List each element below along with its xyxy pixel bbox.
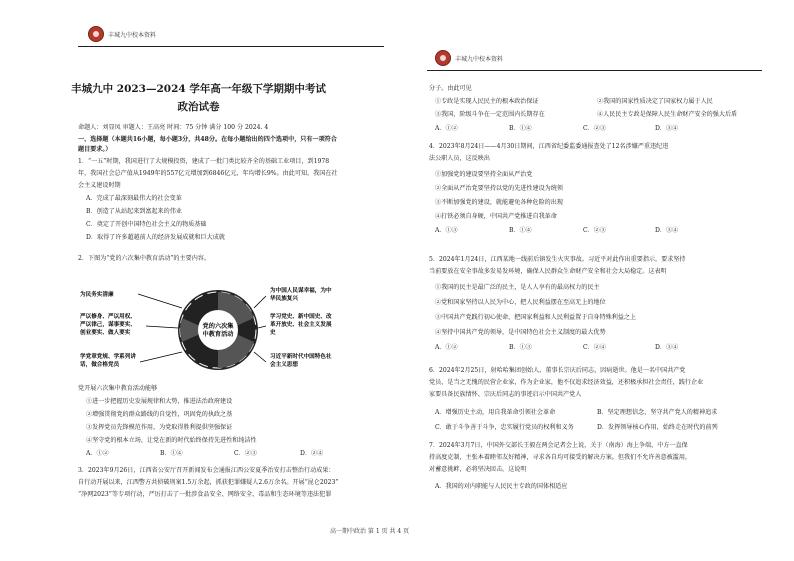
q3-option-c: C．②③ — [583, 125, 606, 132]
q4-option-d: D．③④ — [655, 227, 679, 234]
stamp-label: 丰城九中校本资料 — [455, 55, 504, 63]
q5-option-d: D．③④ — [655, 344, 679, 351]
page-footer: 高一期中政治 第 1 页 共 4 页 — [330, 528, 410, 535]
section-heading-cont: 题目要求。） — [78, 146, 112, 153]
q5-statement: ①我国的民主是最广泛的民主，是人人享有的最高权力的民主 — [435, 284, 600, 291]
q3-statement: ③我国，阶级斗争在一定范围内长期存在 — [435, 111, 545, 118]
q7-line: 7．2024年3月7日，中国外交部长王毅在两会记者会上说，关于（南海）海上争端，中方一直保 — [429, 442, 688, 449]
q1-option-a: A．完成了最深刻最伟大的社会变革 — [86, 195, 182, 202]
header-rule — [78, 46, 384, 47]
q3-option-d: D．③④ — [655, 125, 679, 132]
q3-statement: ④人民民主专政是保障人民生命财产安全的强大后盾 — [597, 111, 738, 118]
q1-option-b: B．创造了从站起来到富起来的伟业 — [86, 208, 182, 215]
q1-line: 1．“一五”时期，我国进行了大规模投资，建成了一批门类比较齐全的基础工业项目，到1978 — [78, 158, 330, 165]
left-labels — [79, 290, 136, 369]
connector-arrow — [146, 326, 178, 328]
q2-transition: 党开展六次集中教育活动能够 — [78, 385, 158, 392]
q4-statement: ④打铁必须自身硬，中国共产党推进自我革命 — [435, 213, 557, 220]
q5-line: 5．2024年1月24日，江西某地一线前后镇发生火灾事故。习近平对此作出重要指示，要求坚持 — [429, 256, 686, 263]
connector-arrow — [138, 294, 182, 308]
q2-statement: ②增强贯彻党的群众路线的自觉性，巩固党的执政之基 — [86, 411, 233, 418]
diagram-right-item: 学习党史、新中国史、改 — [270, 314, 332, 320]
q7-line: 对蓄意挑衅，必将坚决回击。这说明 — [429, 466, 527, 473]
q7-line: 持高度克制，主张本着睦邻友好精神，寻求各自均可接受的解决方案。但我们不允许善意被滥用， — [429, 454, 692, 461]
q4-statement: ①加强党的建设要坚持全面从严治党 — [435, 171, 533, 178]
q4-option-c: C．②③ — [583, 227, 606, 234]
q5-option-a: A．①② — [435, 344, 458, 351]
school-seal-icon — [88, 26, 104, 42]
school-stamp — [435, 50, 503, 66]
section-heading: 一、选择题（本题共16小题，每小题3分，共48分。在每小题给出的四个选项中，只有一项符合 — [78, 136, 337, 143]
diagram-right-item: 华民族复兴 — [270, 296, 298, 302]
q6-option-c: C．敢于斗争善于斗争，忠实履行党员的权利和义务 — [435, 424, 574, 431]
q5-statement: ④坚持中国共产党的领导，是中国特色社会主义制度的最大优势 — [435, 329, 606, 336]
q1-line: 年，我国社会总产值从1949年的557亿元增加到6846亿元，年均增长9%。由此可知，我国在社 — [78, 170, 338, 177]
q5-option-c: C．②④ — [583, 344, 606, 351]
exam-meta: 命题人：刘显凤 审题人：王高亮 时间：75 分钟 满分 100 分 2024. 4 — [78, 124, 269, 131]
stamp-label: 丰城九中校本资料 — [108, 31, 157, 39]
diagram-center-label: 党的六次集 — [202, 323, 234, 330]
exam-subject: 政治试卷 — [177, 101, 220, 113]
q7-option-a: A．我国的对内职能与人民民主专政的国体相适应 — [435, 483, 568, 490]
q4-option-a: A．①③ — [435, 227, 458, 234]
diagram-right-item: 为中国人民谋幸福，为中 — [270, 288, 332, 294]
q5-statement: ③中国共产党践行初心使命，把国家利益和人民利益置于自身特殊利益之上 — [435, 314, 637, 321]
q2-option-a: A．①② — [86, 450, 109, 457]
q1-line: 会主义建设时期 — [78, 182, 121, 189]
q3-continuation: 分子。由此可见 — [429, 85, 472, 92]
q4-statement: ②全面从严治党要坚持以党的先进性建设为统领 — [435, 185, 563, 192]
q5-line: 当前要放在安全事故多发易发环境，确保人民群众生命财产安全和社会大局稳定。这表明 — [429, 268, 667, 275]
q4-line: 4．2023年8月24日——4月30日期间，江西省纪委监委通报查处了12名涉嫌严重违纪违 — [429, 143, 669, 150]
school-stamp — [88, 26, 156, 42]
diagram-left-item: 学党章党规、学系列讲 — [80, 354, 136, 360]
q6-option-b: B．坚定理想信念，坚守共产党人的精神追求 — [597, 409, 718, 416]
diagram-right-item: 会主义思想 — [270, 362, 298, 368]
q2-statement: ③发挥党员先锋模范作用，为党取得胜利提供坚强保证 — [86, 424, 233, 431]
q3-option-a: A．①② — [435, 125, 458, 132]
diagram-left-item: 严以律己，谋事要实、 — [80, 322, 136, 328]
header-rule — [427, 70, 762, 71]
diagram-right-item: 史 — [270, 330, 276, 336]
q2-statement: ④坚守党的根本立场，让党在新的时代始终保持先进性和纯洁性 — [86, 437, 257, 444]
diagram-left-item: 严以修身、严以用权、 — [80, 314, 136, 320]
education-campaign-diagram — [78, 282, 358, 378]
q4-option-b: B．①④ — [509, 227, 532, 234]
q3-line: 3．2023年9月26日，江西省公安厅召开新闻发布会通报江西公安夏季治安打击整治行动成果： — [78, 467, 335, 474]
diagram-center-label: 中教育活动 — [202, 331, 234, 338]
q4-statement: ③不断加强党的建设，就能避免各种危险的出现 — [435, 199, 563, 206]
school-seal-icon — [435, 50, 451, 66]
q6-line: 6．2024年2月25日，射哈哈集团创始人、董事长宗庆后同志，因病逝世。他是一名中国共产党 — [429, 367, 686, 374]
q5-statement: ②党和国家坚持以人民为中心，把人民利益摆在至高无上的地位 — [435, 299, 606, 306]
q3-statement: ②我国的国家性质决定了国家权力属于人民 — [597, 98, 713, 105]
q3-line: “净网2023”等专项行动，严厉打击了一批涉食品安全、网络安全、毒品和生态环境等违法犯罪 — [78, 491, 332, 498]
q2-option-b: B．①④ — [160, 450, 183, 457]
q5-option-b: B．①③ — [509, 344, 532, 351]
diagram-left-item: 为民务实清廉 — [80, 292, 114, 298]
diagram-right-item: 革开放史、社会主义发展 — [270, 322, 332, 328]
connector-arrow — [140, 352, 182, 362]
diagram-left-item: 创业要实、做人要实 — [80, 330, 131, 336]
diagram-right-item: 习近平新时代中国特色社 — [270, 354, 332, 360]
q3-option-b: B．①④ — [509, 125, 532, 132]
q3-line: 自行动开展以来，江西警方共侦破刑案1.5万余起，抓获犯罪嫌疑人2.6万余名。开展“昆仑2023” — [78, 479, 339, 486]
q2-option-d: D．②④ — [300, 450, 324, 457]
q6-option-d: D．发挥领导核心作用，始终走在时代的前列 — [597, 424, 718, 431]
right-page — [397, 0, 794, 561]
right-labels — [270, 286, 332, 368]
diagram-left-item: 话，做合格党员 — [80, 362, 120, 368]
q3-statement: ①专政是实现人民民主的根本政治保证 — [435, 98, 539, 105]
q6-option-a: A．增强历史主动，用自我革命引领社会革命 — [435, 409, 556, 416]
connector-arrow — [258, 326, 266, 328]
connector-arrow — [254, 296, 266, 308]
q6-line: 党员，是当之无愧的民营企业家，作为企业家，他不仅追求经济效益，还积极承担社会责任，践行企业 — [429, 379, 704, 386]
center-wheel — [178, 290, 258, 370]
q2-stem: 2．下图为“党的六次集中教育活动”的主要内容。 — [78, 255, 210, 262]
connector-arrow — [254, 352, 266, 362]
q2-option-c: C．②③ — [234, 450, 257, 457]
q2-statement: ①进一步把握历史发展规律和大势，推进法治政府建设 — [86, 398, 233, 405]
q4-line: 法公职人员，这反映出 — [429, 155, 490, 162]
q1-option-d: D．取得了许多超越前人的经济发展成就和巨大成就 — [86, 234, 225, 241]
q6-line: 家要具备民族情怀、宗庆后同志的事迹启示中国共产党人 — [429, 391, 582, 398]
exam-title: 丰城九中 2023—2024 学年高一年级下学期期中考试 — [71, 83, 326, 95]
q1-option-c: C．奠定了开创中国特色社会主义的物质基础 — [86, 221, 207, 228]
